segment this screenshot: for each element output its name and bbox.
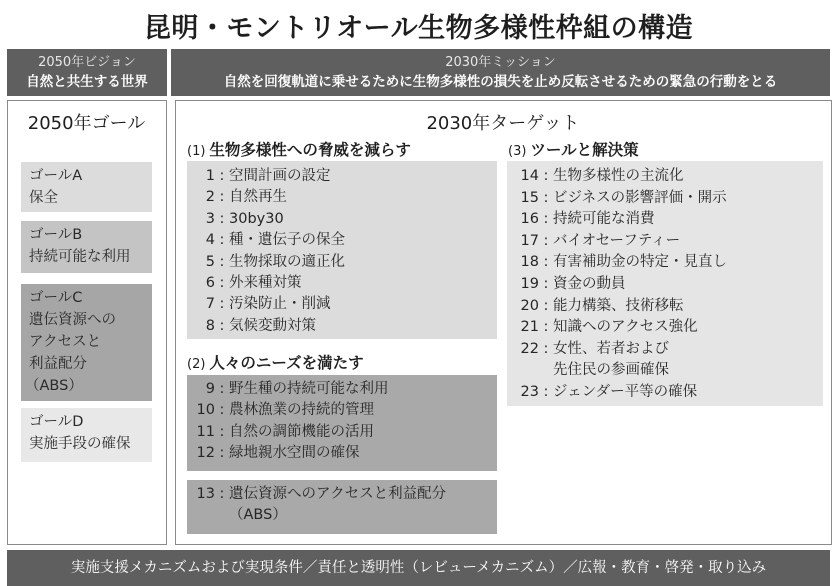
target-text: 自然再生 [229,189,287,206]
section-1-number: (1) [187,144,206,159]
target-row [187,188,287,206]
target-row [187,274,302,292]
target-number: 14 [520,168,539,184]
target-separator: : [219,486,225,502]
target-separator: : [219,210,225,227]
target-separator: : [219,189,225,206]
goal-d-name: ゴールD [29,414,84,430]
target-text: 能力構築、技術移転 [553,297,684,314]
target-number: 4 [205,232,215,249]
goal-a-description: 保全 [29,190,58,206]
target-number: 20 [520,297,539,314]
section-3-number: (3) [508,144,527,159]
target-row [187,506,287,524]
footer-banner: 実施支援メカニズムおよび実現条件／責任と透明性（レビューメカニズム）／広報・教育・啓発・取り込み [7,550,830,586]
section-2-number: (2) [187,357,206,372]
goal-c-description: 利益配分 [29,356,87,372]
section-3-title [508,138,639,160]
target-number: 12 [196,445,215,462]
target-separator: : [543,254,549,271]
target-row [507,340,669,358]
target-row [507,253,727,271]
target-number: 18 [520,254,539,271]
mission-text: 自然を回復軌道に乗せるために生物多様性の損失を止め反転させるための緊急の行動をとる [223,74,778,90]
target-number: 2 [205,189,215,206]
target-separator: : [219,445,225,462]
targets-heading: 2030年ターゲット [426,113,580,134]
target-number: 13 [196,486,215,502]
vision-text: 自然と共生する世界 [26,74,148,90]
target-group-needs [187,375,497,471]
target-number: 7 [205,296,215,313]
target-number: 19 [520,276,539,292]
section-1-label: 生物多様性への脅威を減らす [209,141,411,159]
vision-header [7,49,167,96]
target-number: 15 [520,189,539,206]
target-row [187,423,374,441]
section-3-label: ツールと解決策 [530,141,639,159]
target-row [507,232,680,250]
target-row [187,401,374,419]
target-text: 気候変動対策 [229,317,316,334]
target-row [187,380,389,398]
target-row [187,167,331,185]
vision-label: 2050年ビジョン [38,55,136,70]
target-group-threats [187,161,497,339]
target-separator: : [219,232,225,249]
mission-label: 2030年ミッション [445,55,556,70]
target-separator: : [543,384,549,400]
target-separator: : [219,275,225,291]
goals-heading: 2050年ゴール [27,113,146,134]
target-text: 種・遺伝子の保全 [229,232,345,249]
target-row [187,295,331,313]
target-separator: : [543,189,549,206]
target-separator: : [543,297,549,314]
target-number: 3 [205,210,215,227]
target-separator: : [219,253,225,270]
target-row [187,317,316,335]
target-text: 空間計画の設定 [229,168,331,184]
target-text: 持続可能な消費 [553,211,655,228]
mission-header [171,49,830,96]
target-text: 先住民の参画確保 [553,362,669,379]
target-text: 知識へのアクセス強化 [553,319,698,336]
target-number: 8 [205,317,215,334]
target-text: 生物採取の適正化 [229,253,345,270]
target-text: バイオセーフティー [553,232,681,249]
target-row [507,383,697,401]
target-row [187,444,360,462]
target-number: 5 [205,253,215,270]
target-text: 遺伝資源へのアクセスと利益配分 [229,486,447,502]
target-text: 農林漁業の持続的管理 [229,402,374,419]
target-text: 資金の動員 [553,276,626,292]
target-text: 汚染防止・削減 [229,296,331,313]
goal-a-name: ゴールA [29,168,83,184]
targets-panel [175,100,832,545]
target-text: 自然の調節機能の活用 [229,423,374,440]
target-text: 緑地親水空間の確保 [229,445,360,462]
target-separator: : [543,276,549,292]
target-row [187,485,446,503]
section-2-title [187,351,364,373]
target-text: 30by30 [229,210,284,227]
target-text: 有害補助金の特定・見直し [553,254,727,271]
goal-c-description: アクセスと [29,334,102,350]
goal-c-box [21,284,152,401]
target-row [507,189,727,207]
target-separator: : [543,319,549,336]
target-separator: : [543,340,549,357]
target-row [507,297,684,315]
target-text: 生物多様性の主流化 [553,168,684,184]
target-row [507,361,669,379]
goal-d-description: 実施手段の確保 [29,436,131,452]
target-group-tools [507,161,823,406]
target-separator: : [219,168,225,184]
goal-a-box [21,162,152,212]
diagram-title: 昆明・モントリオール生物多様性枠組の構造 [143,13,694,44]
target-text: 女性、若者および [553,340,669,357]
target-row [187,231,345,249]
target-row [187,210,284,228]
goals-panel [7,100,167,545]
target-separator: : [543,211,549,228]
target-group-abs [187,480,497,534]
target-row [507,318,698,336]
target-separator: : [219,317,225,334]
goal-c-name: ゴールC [29,290,83,306]
target-separator: : [219,423,225,440]
target-number: 6 [205,275,215,291]
goal-c-description: 遺伝資源への [29,312,116,328]
section-1-title [187,138,411,160]
target-number: 22 [520,340,539,357]
goal-b-box [21,221,152,273]
target-separator: : [543,168,549,184]
target-number: 16 [520,211,539,228]
target-text: 野生種の持続可能な利用 [229,381,389,397]
section-2-label: 人々のニーズを満たす [209,354,364,372]
target-text: 外来種対策 [229,275,302,291]
target-row [187,253,345,271]
target-row [507,210,655,228]
target-text: ジェンダー平等の確保 [553,384,698,400]
target-separator: : [219,381,225,397]
target-number: 10 [196,402,215,419]
goal-c-description: （ABS） [25,378,83,394]
goal-b-description: 持続可能な利用 [29,249,131,265]
target-number: 23 [520,384,539,400]
target-text: （ABS） [229,507,287,524]
target-row [507,167,684,185]
target-separator: : [219,296,225,313]
target-number: 21 [520,319,539,336]
goal-d-box [21,408,152,462]
goal-b-name: ゴールB [29,227,83,243]
target-number: 17 [520,232,539,249]
target-number: 1 [205,168,215,184]
target-separator: : [543,232,549,249]
target-number: 9 [205,381,215,397]
target-separator: : [219,402,225,419]
target-number: 11 [196,423,215,440]
target-row [507,275,626,293]
target-text: ビジネスの影響評価・開示 [553,189,727,206]
